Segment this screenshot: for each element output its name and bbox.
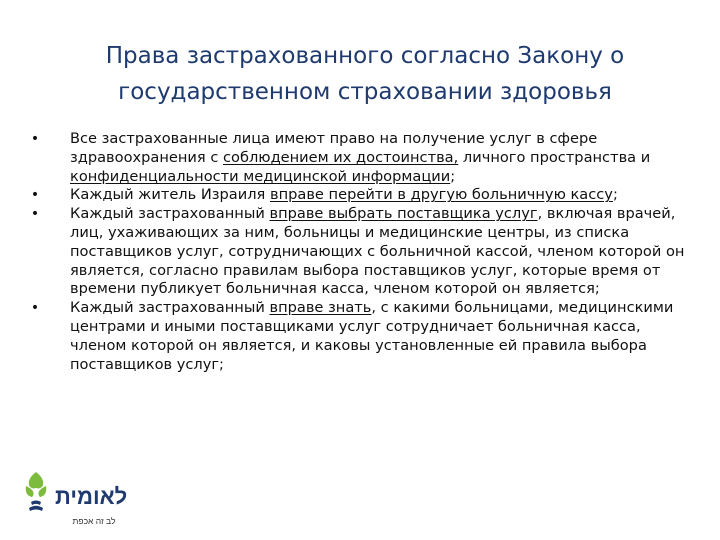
bullet-item-right-to-know — [26, 299, 686, 374]
slide-title-line-2: государственном страховании здоровья — [118, 79, 612, 105]
rights-bullet-list — [26, 130, 686, 374]
bullet-text: личного пространства и — [458, 148, 651, 166]
bullet-marker: • — [30, 187, 40, 204]
leumit-leaf-logo-icon — [23, 470, 49, 514]
slide-title — [60, 38, 670, 110]
underlined-text: соблюдением их достоинства, — [223, 148, 459, 166]
underlined-text: вправе знать — [269, 299, 372, 317]
bullet-marker: • — [30, 206, 40, 223]
bullet-marker: • — [30, 131, 40, 147]
bullet-text: Каждый застрахованный — [70, 299, 270, 317]
bullet-item-choose-provider — [26, 205, 686, 299]
bullet-text: Каждый житель Израиля — [70, 186, 270, 204]
bullet-text: , с какими больницами, медицинскими центрами и иными поставщиками услуг сотрудничает больничная касса, членом которой он является, и каковы установленные ей правила выбора поставщиков услуг; — [70, 299, 674, 373]
leumit-logo-wordmark: לאומית — [55, 484, 128, 509]
underlined-text: конфиденциальности медицинской информации — [70, 167, 451, 185]
bullet-text: ; — [612, 186, 618, 204]
bullet-text: , включая врачей, лиц, ухаживающих за ним, больницы и медицинские центры, из списка поставщиков услуг, сотрудничающих с больничной кассой, членом которой он является, согласно правилам выбора поставщиков услуг, которые время от времени публикует больничная касса, членом которой он является; — [70, 205, 685, 298]
bullet-text: Каждый застрахованный — [70, 205, 270, 223]
slide-title-line-1: Права застрахованного согласно Закону о — [105, 43, 625, 69]
underlined-text: вправе выбрать поставщика услуг — [269, 205, 538, 223]
bullet-marker: • — [30, 300, 40, 317]
bullet-text: Все застрахованные лица имеют право на получение услуг в сфере здравоохранения с — [70, 130, 598, 166]
leumit-logo-tagline: לב זה אכפת — [72, 516, 116, 526]
bullet-text: ; — [450, 167, 456, 185]
underlined-text: вправе перейти в другую больничную кассу — [269, 186, 613, 204]
bullet-item-dignity — [26, 130, 686, 186]
bullet-item-switch-fund — [26, 186, 686, 205]
